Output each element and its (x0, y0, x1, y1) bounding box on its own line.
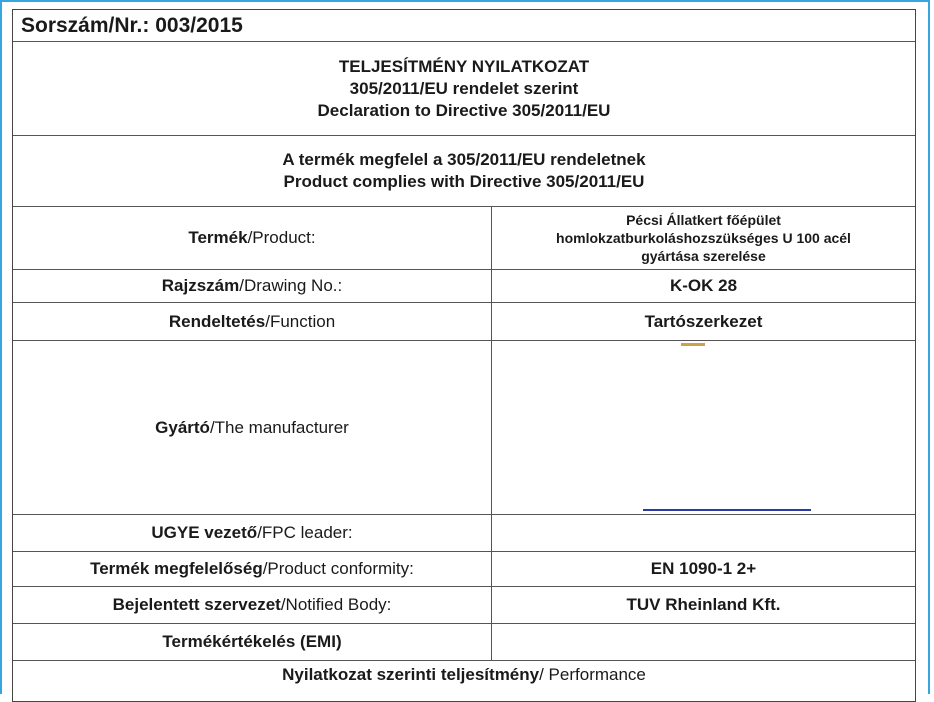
notified-body-label: Bejelentett szervezet /Notified Body: (13, 587, 492, 623)
declaration-document (12, 9, 916, 702)
manufacturer-logo-mark (681, 343, 705, 346)
fpc-value (492, 515, 915, 551)
evaluation-row (13, 624, 915, 661)
signature-line (643, 509, 811, 511)
declaration-title (13, 42, 915, 135)
drawing-label: Rajzszám /Drawing No.: (13, 270, 492, 302)
declaration-title-hu: TELJESÍTMÉNY NYILATKOZAT (338, 56, 590, 76)
fpc-row (13, 515, 915, 552)
compliance-row (13, 136, 915, 207)
product-label: Termék /Product: (13, 207, 492, 269)
notified-body-value: TUV Rheinland Kft. (626, 595, 781, 614)
evaluation-label: Termékértékelés (EMI) (13, 624, 492, 660)
evaluation-value (492, 624, 915, 660)
manufacturer-row (13, 341, 915, 515)
conformity-label: Termék megfelelőség /Product conformity: (13, 552, 492, 586)
declaration-regulation: 305/2011/EU rendelet szerint (349, 78, 579, 98)
notified-body-row (13, 587, 915, 624)
function-value: Tartószerkezet (644, 311, 763, 331)
serial-row (13, 10, 915, 42)
function-row (13, 303, 915, 341)
performance-row (13, 661, 915, 701)
compliance-hu: A termék megfelel a 305/2011/EU rendeletnek (282, 150, 646, 169)
drawing-row (13, 270, 915, 303)
fpc-label: UGYE vezető /FPC leader: (13, 515, 492, 551)
drawing-value: K-OK 28 (669, 276, 738, 295)
product-row (13, 207, 915, 270)
function-label: Rendeltetés /Function (13, 303, 492, 340)
performance-heading: Nyilatkozat szerinti teljesítmény / Performance (282, 665, 646, 684)
declaration-title-row (13, 42, 915, 136)
compliance-statement (13, 136, 915, 206)
conformity-value: EN 1090-1 2+ (650, 559, 757, 578)
manufacturer-label: Gyártó /The manufacturer (13, 341, 492, 514)
compliance-en: Product complies with Directive 305/2011/EU (283, 172, 645, 191)
manufacturer-value (492, 341, 915, 514)
product-value: Pécsi Állatkert főépület homlokzatburkoláshozszükséges U 100 acél gyártása szerelése (556, 212, 851, 264)
serial-number: Sorszám/Nr.: 003/2015 (21, 13, 243, 37)
declaration-title-en: Declaration to Directive 305/2011/EU (317, 100, 611, 120)
conformity-row (13, 552, 915, 587)
